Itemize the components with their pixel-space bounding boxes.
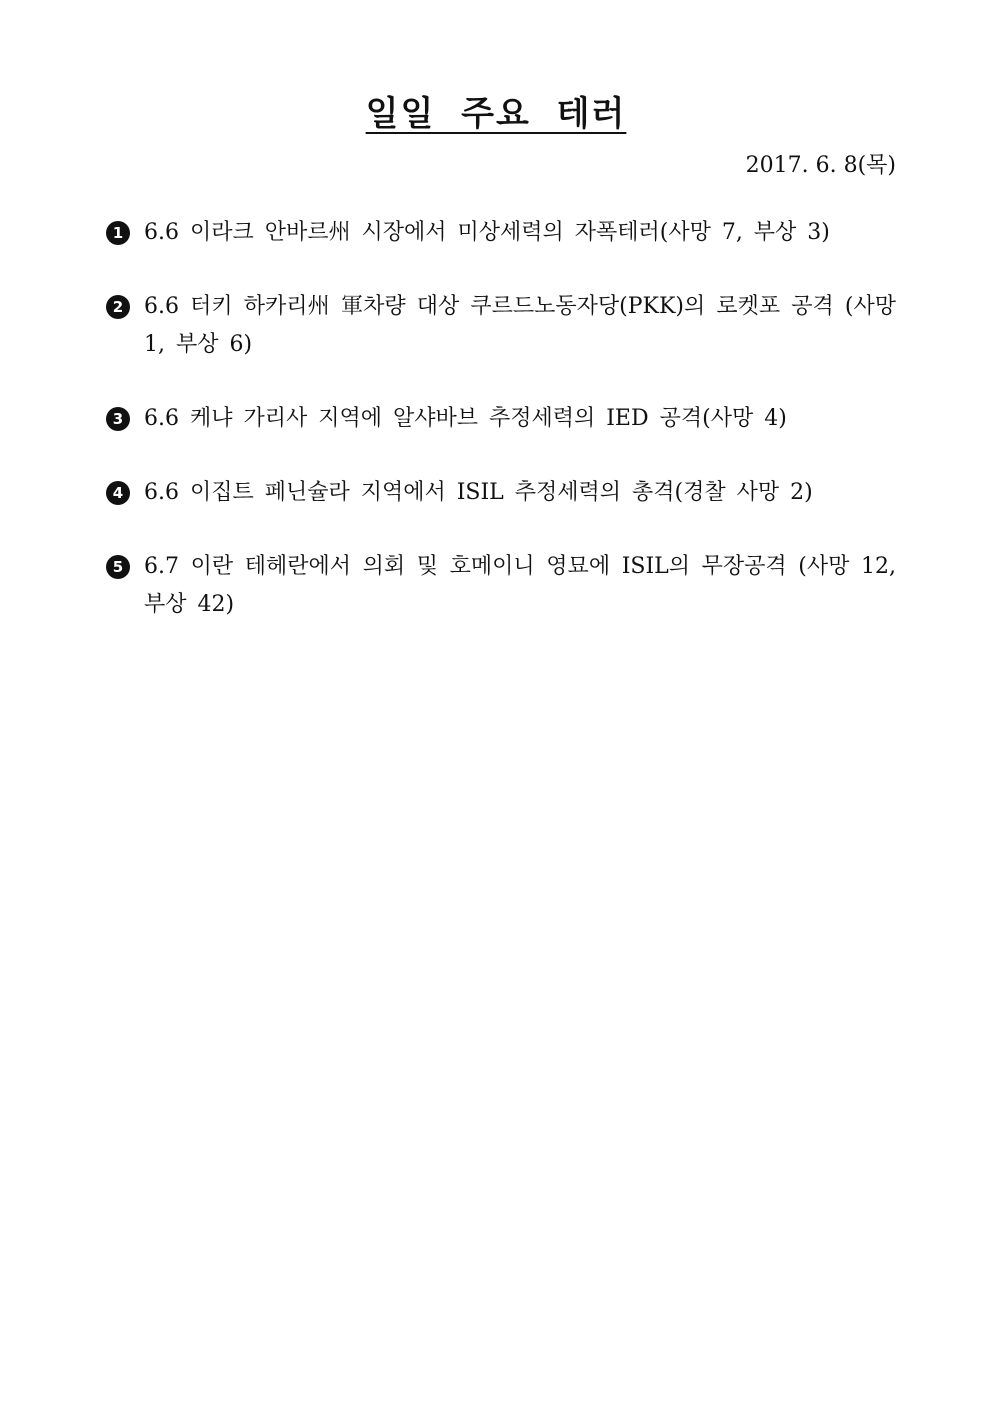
- incident-item: [106, 548, 896, 624]
- item-number-badge: 2: [106, 295, 130, 319]
- incident-text: 6.6 케냐 가리사 지역에 알샤바브 추정세력의 IED 공격(사망 4): [144, 406, 787, 431]
- incident-list: [106, 214, 896, 660]
- document-date: 2017. 6. 8(목): [745, 153, 896, 178]
- incident-text: 6.7 이란 테헤란에서 의회 및 호메이니 영묘에 ISIL의 무장공격 (사망 12, 부상 42): [144, 554, 896, 617]
- item-number-badge: 3: [106, 407, 130, 431]
- incident-item: [106, 214, 896, 252]
- incident-text: 6.6 터키 하카리州 軍차량 대상 쿠르드노동자당(PKK)의 로켓포 공격 (사망 1, 부상 6): [144, 294, 896, 357]
- item-number-badge: 5: [106, 555, 130, 579]
- incident-item: [106, 400, 896, 438]
- incident-text: 6.6 이라크 안바르州 시장에서 미상세력의 자폭테러(사망 7, 부상 3): [144, 220, 830, 245]
- document-title: [0, 86, 992, 135]
- incident-item: [106, 288, 896, 364]
- document-title-text: 일일 주요 테러: [365, 94, 627, 134]
- item-number-badge: 4: [106, 481, 130, 505]
- incident-text: 6.6 이집트 페닌슐라 지역에서 ISIL 추정세력의 총격(경찰 사망 2): [144, 480, 813, 505]
- item-number-badge: 1: [106, 221, 130, 245]
- incident-item: [106, 474, 896, 512]
